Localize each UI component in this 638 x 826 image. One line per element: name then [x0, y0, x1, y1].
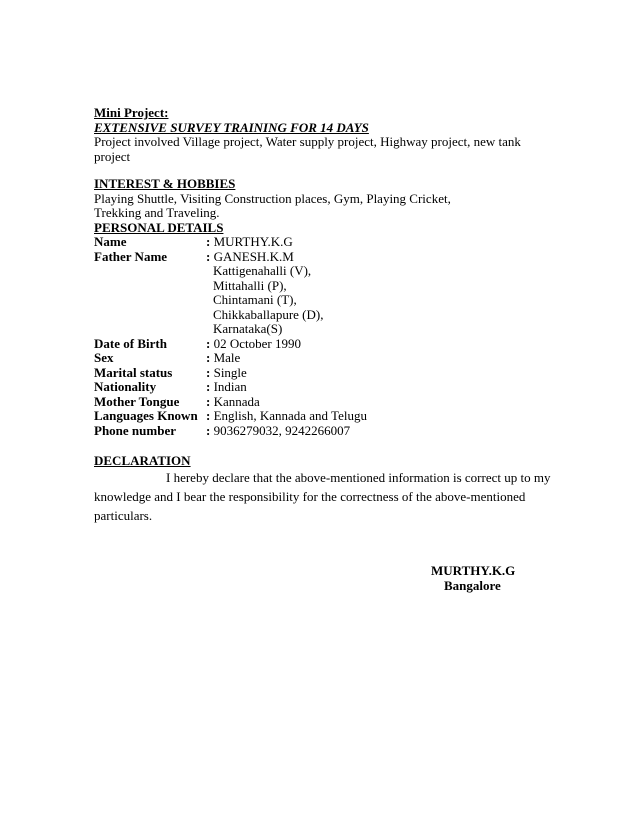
- declaration-line-3: particulars.: [94, 508, 153, 523]
- detail-value: English, Kannada and Telugu: [213, 408, 367, 423]
- address-line: Chikkaballapure (D),: [213, 306, 324, 322]
- signature-place: Bangalore: [444, 578, 501, 593]
- personal-details-heading: PERSONAL DETAILS: [94, 219, 224, 235]
- detail-value: 9036279032, 9242266007: [213, 422, 351, 438]
- detail-label: Father Name: [94, 248, 168, 264]
- detail-label: Languages Known: [94, 408, 198, 423]
- declaration-line-2: knowledge and I bear the responsibility for the correctness of the above-mentioned: [94, 489, 526, 504]
- detail-label: Nationality: [94, 379, 157, 394]
- address-line: Mittahalli (P),: [213, 277, 287, 293]
- detail-colon: :: [206, 408, 211, 423]
- interests-line-2: Trekking and Traveling.: [94, 205, 220, 220]
- detail-value: Kannada: [213, 393, 260, 409]
- detail-value: 02 October 1990: [213, 335, 301, 351]
- address-line: Kattigenahalli (V),: [213, 263, 312, 278]
- address-line: Karnataka(S): [213, 321, 283, 336]
- detail-colon: :: [206, 248, 211, 264]
- detail-colon: :: [206, 422, 211, 438]
- detail-value: GANESH.K.M: [213, 248, 294, 264]
- mini-project-heading: Mini Project:: [94, 105, 169, 120]
- detail-colon: :: [206, 234, 211, 249]
- interests-line-1: Playing Shuttle, Visiting Construction places, Gym, Playing Cricket,: [94, 190, 451, 206]
- declaration-line-1: I hereby declare that the above-mentioned information is correct up to my: [166, 470, 551, 485]
- mini-project-description-line-1: Project involved Village project, Water supply project, Highway project, new tank: [94, 134, 521, 149]
- detail-colon: :: [206, 393, 211, 409]
- detail-colon: :: [206, 364, 211, 380]
- detail-label: Marital status: [94, 364, 173, 380]
- detail-colon: :: [206, 379, 211, 394]
- signature-name: MURTHY.K.G: [431, 563, 516, 578]
- detail-label: Phone number: [94, 422, 176, 438]
- detail-value: Single: [213, 364, 247, 380]
- detail-colon: :: [206, 335, 211, 351]
- address-line: Chintamani (T),: [213, 292, 297, 307]
- detail-value: Male: [213, 350, 241, 365]
- mini-project-description-line-2: project: [94, 148, 131, 164]
- detail-label: Date of Birth: [94, 335, 167, 351]
- interests-heading: INTEREST & HOBBIES: [94, 176, 236, 191]
- mini-project-title: EXTENSIVE SURVEY TRAINING FOR 14 DAYS: [94, 119, 369, 135]
- detail-label: Name: [94, 234, 127, 249]
- declaration-heading: DECLARATION: [94, 453, 191, 468]
- detail-value: MURTHY.K.G: [213, 234, 293, 249]
- detail-label: Sex: [94, 350, 114, 365]
- detail-colon: :: [206, 350, 211, 365]
- detail-value: Indian: [213, 379, 247, 394]
- detail-label: Mother Tongue: [94, 393, 180, 409]
